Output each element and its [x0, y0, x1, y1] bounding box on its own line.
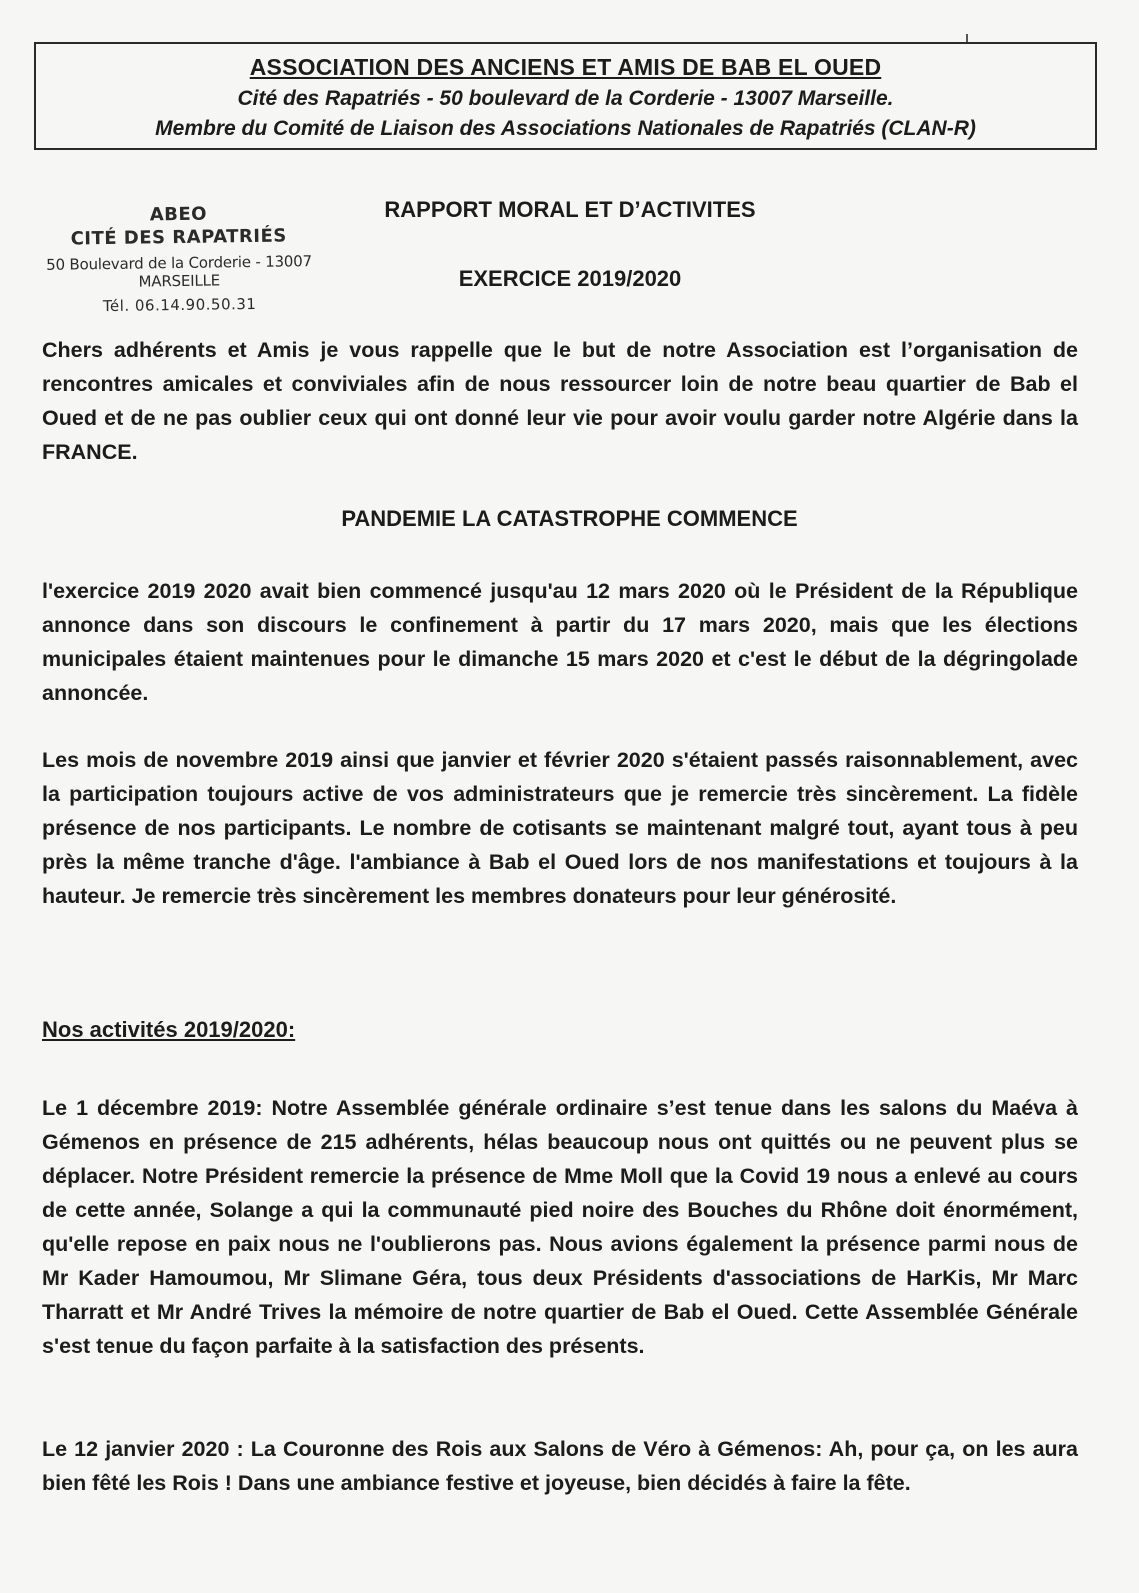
intro-paragraph: Chers adhérents et Amis je vous rappelle que le but de notre Association est l’organisation de rencontres amicales et conviviales afin de nous ressourcer loin de notre beau quartier de Bab el Oued et de ne pas oublier ceux qui ont donné leur vie pour avoir voulu garder notre Algérie dans la FRANCE.	[42, 338, 1078, 464]
pandemic-paragraph: l'exercice 2019 2020 avait bien commencé jusqu'au 12 mars 2020 où le Président de la République annonce dans son discours le confinement à partir du 17 mars 2020, mais que les élections municipales étaient maintenues pour le dimanche 15 mars 2020 et c'est le début de la dégringolade annoncée.	[42, 579, 1078, 705]
stamp-line-phone: Tél. 06.14.90.50.31	[102, 294, 257, 316]
report-title: RAPPORT MORAL ET D’ACTIVITES	[384, 197, 756, 222]
activity-december-paragraph: Le 1 décembre 2019: Notre Assemblée générale ordinaire s’est tenue dans les salons du Maéva à Gémenos en présence de 215 adhérents, hélas beaucoup nous ont quittés ou ne peuvent plus se déplacer. Notre Président remercie la présence de Mme Moll que la Covid 19 nous a enlevé au cours de cette année, Solange a qui la communauté pied noire des Bouches du Rhône doit énormément, qu'elle repose en paix nous ne l'oublierons pas. Nous avions également la présence parmi nous de Mr Kader Hamoumou, Mr Slimane Géra, tous deux Présidents d'associations de HarKis, Mr Marc Tharratt et Mr André Trives la mémoire de notre quartier de Bab el Oued. Cette Assemblée Générale s'est tenue du façon parfaite à la satisfaction des présents.	[42, 1096, 1078, 1358]
activity-january-paragraph: Le 12 janvier 2020 : La Couronne des Rois aux Salons de Véro à Gémenos: Ah, pour ça, on les aura bien fêté les Rois ! Dans une ambiance festive et joyeuse, bien décidés à faire la fête.	[42, 1437, 1078, 1495]
stamp-line-abbrev: ABEO	[149, 203, 208, 226]
association-title: ASSOCIATION DES ANCIENS ET AMIS DE BAB EL OUED	[249, 54, 882, 80]
association-stamp	[33, 202, 325, 316]
stamp-line-address: 50 Boulevard de la Corderie - 13007 MARSEILLE	[46, 252, 312, 291]
association-address: Cité des Rapatriés - 50 boulevard de la Corderie - 13007 Marseille.	[237, 87, 894, 110]
letterhead-box	[34, 42, 1097, 150]
pandemic-heading: PANDEMIE LA CATASTROPHE COMMENCE	[341, 506, 798, 531]
exercise-title: EXERCICE 2019/2020	[458, 266, 682, 291]
association-membership: Membre du Comité de Liaison des Associations Nationales de Rapatriés (CLAN-R)	[155, 117, 976, 140]
stamp-line-place: CITÉ DES RAPATRIÉS	[70, 225, 287, 250]
activities-heading: Nos activités 2019/2020:	[42, 1017, 296, 1042]
paper-mark	[966, 34, 968, 42]
months-paragraph: Les mois de novembre 2019 ainsi que janvier et février 2020 s'étaient passés raisonnablement, avec la participation toujours active de vos administrateurs que je remercie très sincèrement. La fidèle présence de nos participants. Le nombre de cotisants se maintenant malgré tout, ayant tous à peu près la même tranche d'âge. l'ambiance à Bab el Oued lors de nos manifestations et toujours à la hauteur. Je remercie très sincèrement les membres donateurs pour leur générosité.	[42, 748, 1078, 908]
